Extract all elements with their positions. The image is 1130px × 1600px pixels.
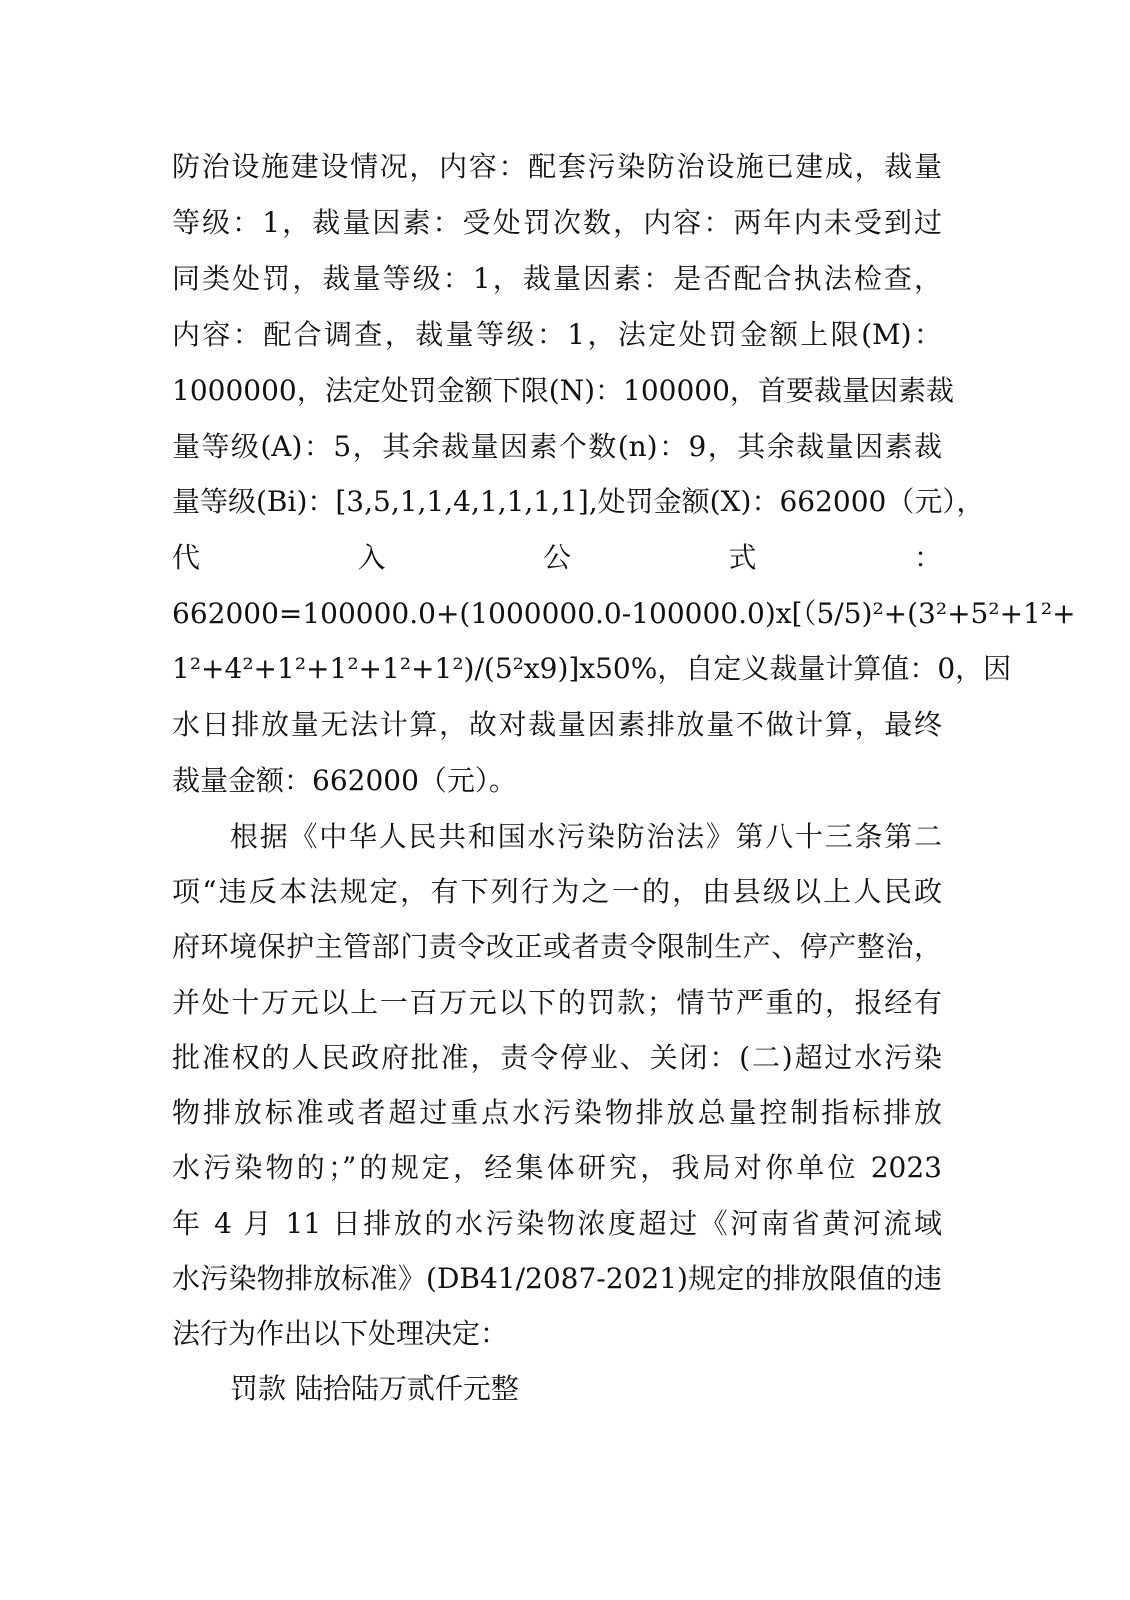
text-line-12: 裁量金额：662000（元）。: [172, 764, 517, 797]
formula-line-2: 1²+4²+1²+1²+1²+1²)/(5²x9)]x50%，自定义裁量计算值：0，因: [172, 652, 1012, 685]
paragraph-basis-line-2: 项“违反本法规定，有下列行为之一的，由县级以上人民政: [172, 875, 942, 908]
text-line-3: 同类处罚，裁量等级：1，裁量因素：是否配合执法检查，: [172, 262, 942, 295]
text-line-8: 代 入 公 式 ：: [172, 541, 942, 574]
paragraph-basis-line-1: 根据《中华人民共和国水污染防治法》第八十三条第二: [230, 820, 942, 853]
penalty-decision: 罚款 陆拾陆万贰仟元整: [230, 1372, 519, 1405]
paragraph-basis-line-4: 并处十万元以上一百万元以下的罚款；情节严重的，报经有: [172, 986, 942, 1019]
text-line-7: 量等级(Bi)：[3,5,1,1,4,1,1,1,1],处罚金额(X)：662000（元），: [172, 485, 985, 518]
paragraph-basis-line-8: 年 4 月 11 日排放的水污染物浓度超过《河南省黄河流域: [172, 1207, 942, 1240]
text-line-6: 量等级(A)：5，其余裁量因素个数(n)：9，其余裁量因素裁: [172, 430, 942, 463]
formula-line-1: 662000=100000.0+(1000000.0-100000.0)x[（5/5)²+(3²+5²+1²+: [172, 597, 1076, 630]
paragraph-basis-line-3: 府环境保护主管部门责令改正或者责令限制生产、停产整治，: [172, 930, 942, 963]
text-line-4: 内容：配合调查，裁量等级：1，法定处罚金额上限(M)：: [172, 318, 942, 351]
paragraph-basis-line-7: 水污染物的；”的规定，经集体研究，我局对你单位 2023: [172, 1151, 942, 1184]
text-line-5: 1000000，法定处罚金额下限(N)：100000，首要裁量因素裁: [172, 374, 954, 407]
text-line-1: 防治设施建设情况，内容：配套污染防治设施已建成，裁量: [172, 150, 942, 183]
paragraph-basis-line-9: 水污染物排放标准》(DB41/2087-2021)规定的排放限值的违: [172, 1262, 942, 1295]
paragraph-basis-line-10: 法行为作出以下处理决定：: [172, 1317, 509, 1350]
text-line-11: 水日排放量无法计算，故对裁量因素排放量不做计算，最终: [172, 708, 942, 741]
paragraph-basis-line-6: 物排放标准或者超过重点水污染物排放总量控制指标排放: [172, 1096, 942, 1129]
paragraph-basis-line-5: 批准权的人民政府批准，责令停业、关闭：(二)超过水污染: [172, 1041, 942, 1074]
text-line-2: 等级：1，裁量因素：受处罚次数，内容：两年内未受到过: [172, 206, 942, 239]
